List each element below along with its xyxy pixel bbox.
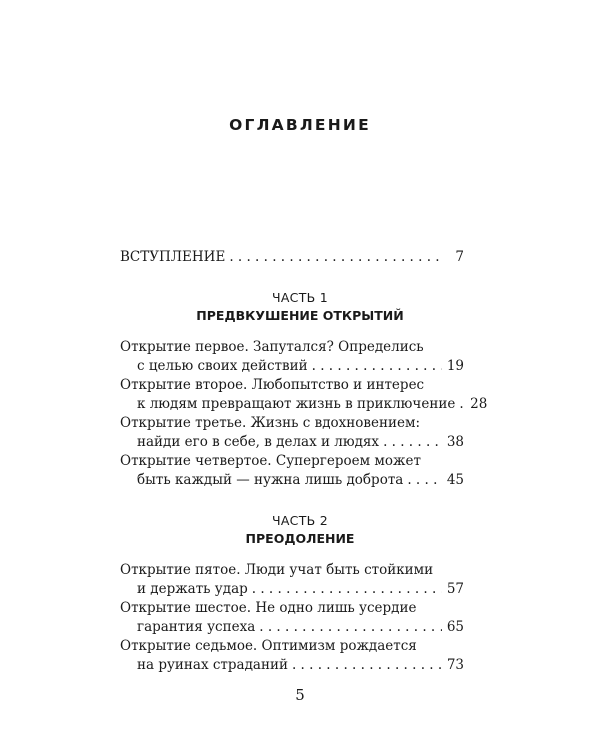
toc-entry-title-cont: быть каждый — нужна лишь доброта <box>137 472 404 488</box>
page-number: 5 <box>295 686 305 704</box>
toc-entry-continuation <box>137 432 464 452</box>
part-2-label: ЧАСТЬ 2 <box>271 513 329 528</box>
toc-page-number: 57 <box>446 581 464 597</box>
toc-entry-title: Открытие четвертое. Супергероем может <box>120 453 421 469</box>
toc-page-number: 65 <box>446 619 464 635</box>
toc-entry-title: ВСТУПЛЕНИЕ <box>120 249 226 265</box>
toc-entry-title: Открытие второе. Любопытство и интерес <box>120 377 425 393</box>
toc-entry-title-cont: найди его в себе, в делах и людях <box>137 434 380 450</box>
toc-page-number: 19 <box>446 358 464 374</box>
dot-leader <box>248 579 442 599</box>
toc-entry-title: Открытие третье. Жизнь с вдохновением: <box>120 415 421 431</box>
toc-entry-title-cont: к людям превращают жизнь в приключение <box>137 396 456 412</box>
toc-entry-continuation <box>137 655 464 675</box>
part-1-label: ЧАСТЬ 1 <box>271 290 329 305</box>
toc-entry-continuation <box>137 394 488 414</box>
toc-entry-title: Открытие пятое. Люди учат быть стойкими <box>120 562 434 578</box>
toc-entry-continuation <box>137 579 464 599</box>
dot-leader <box>308 356 442 376</box>
toc-entry-intro <box>120 247 464 267</box>
toc-page-number: 45 <box>446 472 464 488</box>
part-1-title: ПРЕДВКУШЕНИЕ ОТКРЫТИЙ <box>196 308 404 323</box>
toc-entry-title-cont: на руинах страданий <box>137 657 288 673</box>
dot-leader <box>255 617 442 637</box>
toc-entry-title-cont: с целью своих действий <box>137 358 308 374</box>
dot-leader <box>225 247 442 267</box>
toc-page-number: 73 <box>446 657 464 673</box>
toc-entry-title: Открытие первое. Запутался? Определись <box>120 339 424 355</box>
toc-entry-title: Открытие седьмое. Оптимизм рождается <box>120 638 417 654</box>
dot-leader <box>455 394 465 414</box>
dot-leader <box>379 432 442 452</box>
toc-entry-title-cont: и держать удар <box>137 581 248 597</box>
toc-entry-title: Открытие шестое. Не одно лишь усердие <box>120 600 417 616</box>
dot-leader <box>403 470 442 490</box>
toc-entry-continuation <box>137 470 464 490</box>
dot-leader <box>288 655 442 675</box>
toc-entry-title-cont: гарантия успеха <box>137 619 256 635</box>
page-title: ОГЛАВЛЕНИЕ <box>229 116 371 134</box>
toc-page-number: 7 <box>455 249 464 265</box>
toc-entry-continuation <box>137 617 464 637</box>
toc-page-number: 38 <box>446 434 464 450</box>
part-2-title: ПРЕОДОЛЕНИЕ <box>245 531 355 546</box>
toc-entry-continuation <box>137 356 464 376</box>
toc-page-number: 28 <box>470 396 488 412</box>
